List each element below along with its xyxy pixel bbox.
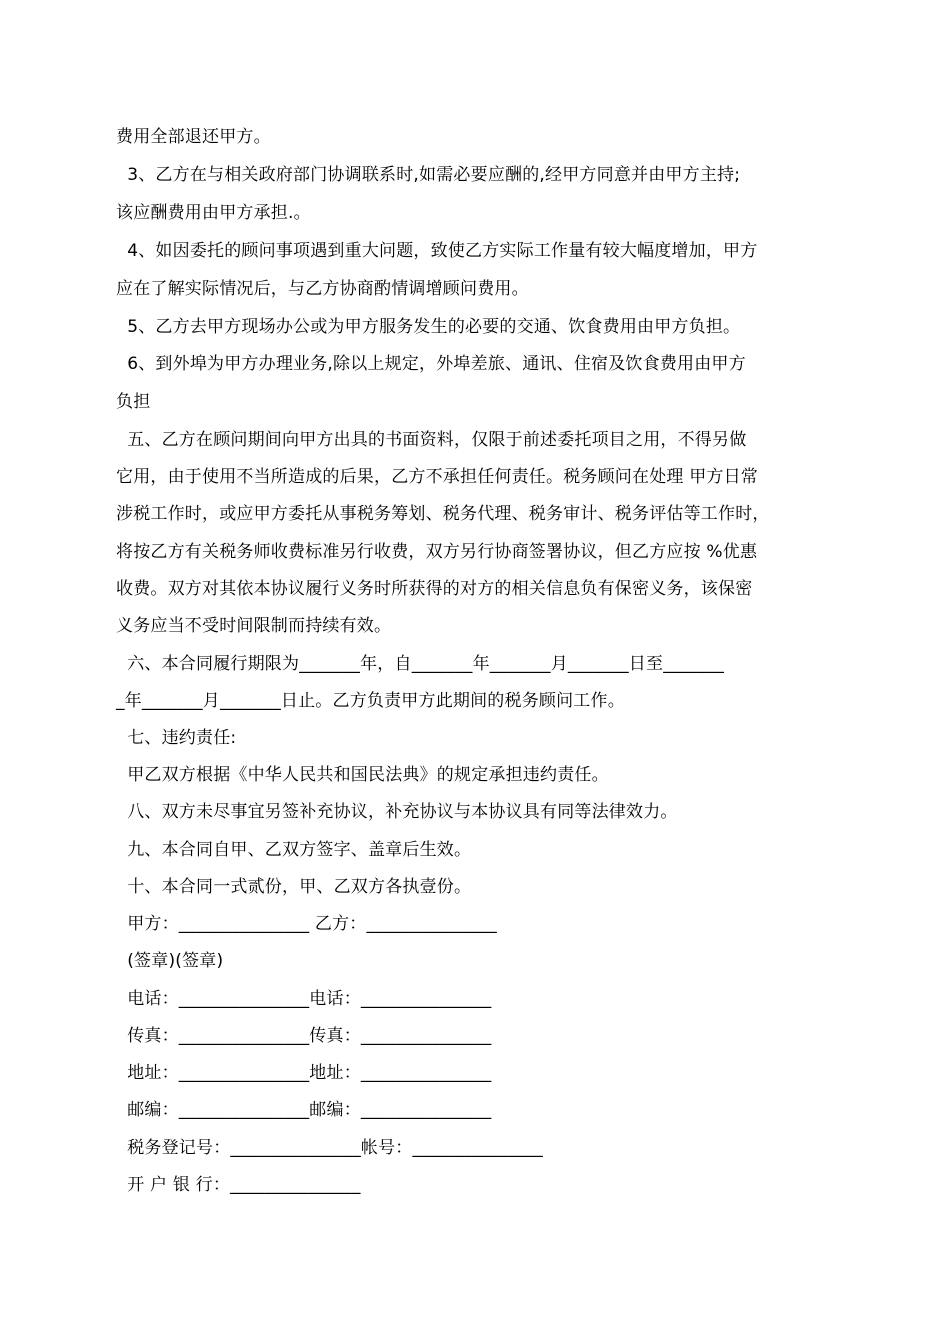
text-line: 收费。双方对其依本协议履行义务时所获得的对方的相关信息负有保密义务，该保密 bbox=[116, 579, 753, 599]
text-line: 甲乙双方根据《中华人民共和国民法典》的规定承担违约责任。 bbox=[116, 765, 609, 785]
text-line: 费用全部退还甲方。 bbox=[116, 127, 271, 147]
signature-line-party: 甲方：_______________ 乙方：_______________ bbox=[116, 914, 498, 934]
signature-line-phone: 电话：_______________电话：_______________ bbox=[116, 989, 492, 1009]
signature-line-fax: 传真：_______________传真：_______________ bbox=[116, 1026, 492, 1046]
text-line: 4、如因委托的顾问事项遇到重大问题，致使乙方实际工作量有较大幅度增加，甲方 bbox=[116, 241, 758, 261]
text-line: 涉税工作时，或应甲方委托从事税务筹划、税务代理、税务审计、税务评估等工作时， bbox=[116, 504, 770, 524]
signature-line-address: 地址：_______________地址：_______________ bbox=[116, 1063, 492, 1083]
text-line: 它用，由于使用不当所造成的后果，乙方不承担任何责任。税务顾问在处理 甲方日常 bbox=[116, 467, 759, 487]
text-line: 负担 bbox=[116, 392, 151, 412]
text-line: 九、本合同自甲、乙双方签字、盖章后生效。 bbox=[116, 840, 472, 860]
signature-line-tax-id: 税务登记号：_______________帐号：_______________ bbox=[116, 1138, 544, 1158]
text-line: 6、到外埠为甲方办理业务,除以上规定，外埠差旅、通讯、住宿及饮食费用由甲方 bbox=[116, 354, 746, 374]
signature-line-seal: (签章)(签章) bbox=[116, 951, 224, 971]
signature-line-bank: 开 户 银 行：_______________ bbox=[116, 1175, 361, 1195]
text-line: 5、乙方去甲方现场办公或为甲方服务发生的必要的交通、饮食费用由甲方负担。 bbox=[116, 317, 741, 337]
signature-line-postcode: 邮编：_______________邮编：_______________ bbox=[116, 1100, 492, 1120]
text-line: 应在了解实际情况后，与乙方协商酌情调增顾问费用。 bbox=[116, 279, 529, 299]
text-line: 六、本合同履行期限为_______年，自_______年_______月_______日至_______ bbox=[116, 654, 725, 674]
text-line: 义务应当不受时间限制而持续有效。 bbox=[116, 616, 392, 636]
text-line: 将按乙方有关税务师收费标准另行收费，双方另行协商签署协议，但乙方应按 %优惠 bbox=[116, 542, 758, 562]
text-line: 3、乙方在与相关政府部门协调联系时,如需必要应酬的,经甲方同意并由甲方主持; bbox=[116, 165, 741, 185]
text-line: 八、双方未尽事宜另签补充协议，补充协议与本协议具有同等法律效力。 bbox=[116, 802, 678, 822]
text-line: _年_______月_______日止。乙方负责甲方此期间的税务顾问工作。 bbox=[116, 691, 625, 711]
text-line: 该应酬费用由甲方承担.。 bbox=[116, 203, 311, 223]
text-line: 五、乙方在顾问期间向甲方出具的书面资料，仅限于前述委托项目之用，不得另做 bbox=[116, 430, 747, 450]
text-line: 七、违约责任: bbox=[116, 728, 237, 748]
text-line: 十、本合同一式贰份，甲、乙双方各执壹份。 bbox=[116, 877, 472, 897]
